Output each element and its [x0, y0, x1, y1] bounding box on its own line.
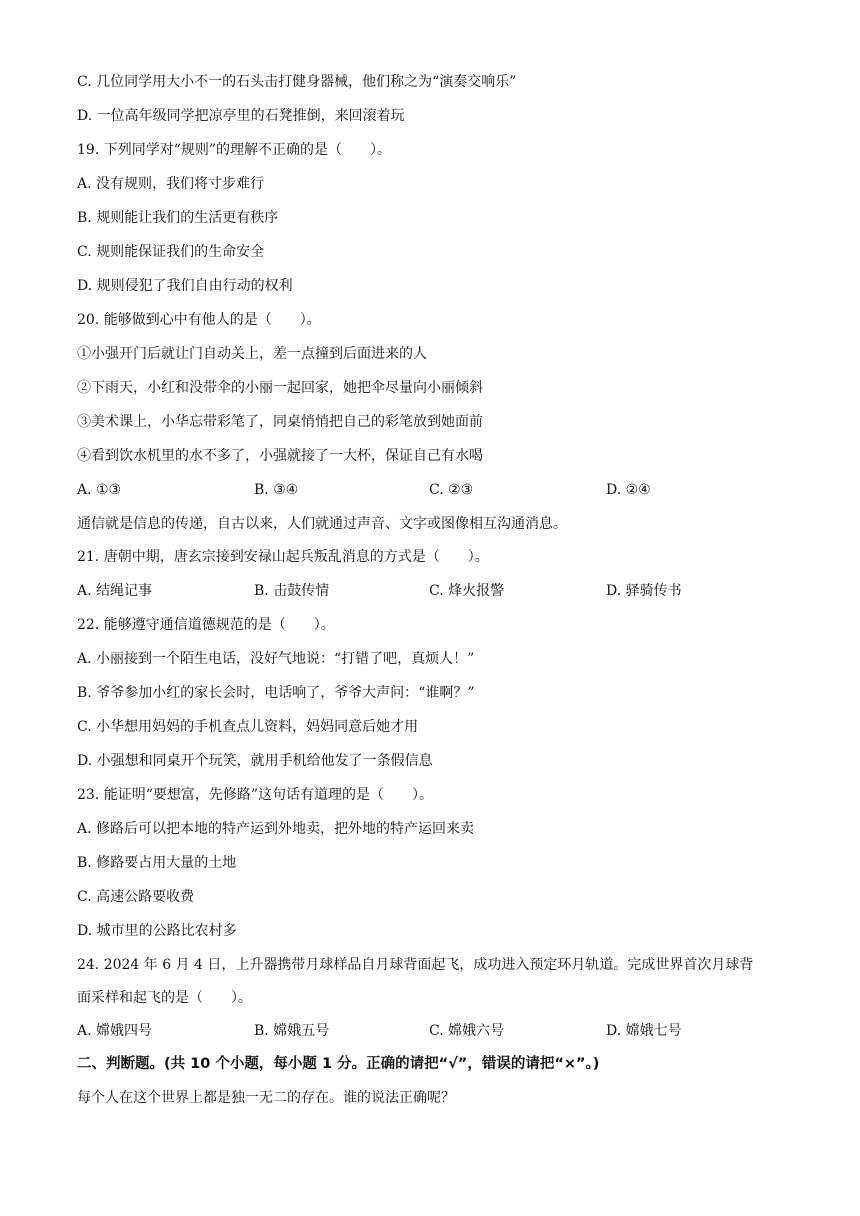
section-2-intro: 每个人在这个世界上都是独一无二的存在。谁的说法正确呢？ — [77, 1090, 455, 1106]
q20-statement-3: ③美术课上，小华忘带彩笔了，同桌悄悄把自己的彩笔放到她面前 — [77, 414, 483, 430]
q21-option-a: A. 结绳记事 — [77, 583, 153, 599]
q22-option-a: A. 小丽接到一个陌生电话，没好气地说：“打错了吧，真烦人！” — [77, 651, 475, 667]
q20-option-a: A. ①③ — [77, 482, 122, 498]
q20-statement-2: ②下雨天，小红和没带伞的小丽一起回家，她把伞尽量向小丽倾斜 — [77, 380, 483, 396]
q20-option-d: D. ②④ — [606, 482, 651, 498]
question-22: 22. 能够遵守通信道德规范的是（ ）。 — [77, 617, 335, 633]
q20-option-c: C. ②③ — [429, 482, 474, 498]
question-23: 23. 能证明“要想富，先修路”这句话有道理的是（ ）。 — [77, 787, 434, 803]
q20-statement-4: ④看到饮水机里的水不多了，小强就接了一大杯，保证自己有水喝 — [77, 448, 483, 464]
question-19: 19. 下列同学对“规则”的理解不正确的是（ ）。 — [77, 142, 392, 158]
q19-option-d: D. 规则侵犯了我们自由行动的权利 — [77, 278, 293, 294]
q23-option-b: B. 修路要占用大量的土地 — [77, 855, 237, 871]
q24-option-b: B. 嫦娥五号 — [254, 1023, 330, 1039]
q24-option-a: A. 嫦娥四号 — [77, 1023, 153, 1039]
q19-option-b: B. 规则能让我们的生活更有秩序 — [77, 210, 279, 226]
q21-option-d: D. 驿骑传书 — [606, 583, 682, 599]
q23-option-d: D. 城市里的公路比农村多 — [77, 923, 237, 939]
q22-option-d: D. 小强想和同桌开个玩笑，就用手机给他发了一条假信息 — [77, 753, 433, 769]
section-2-heading: 二、判断题。(共 10 个小题，每小题 1 分。正确的请把“√”，错误的请把“×”。) — [77, 1056, 600, 1072]
q20-option-b: B. ③④ — [254, 482, 299, 498]
q19-option-c: C. 规则能保证我们的生命安全 — [77, 244, 265, 260]
question-20: 20. 能够做到心中有他人的是（ ）。 — [77, 312, 321, 328]
q23-option-c: C. 高速公路要收费 — [77, 889, 195, 905]
q24-option-c: C. 嫦娥六号 — [429, 1023, 505, 1039]
question-24-line-2: 面采样和起飞的是（ ）。 — [77, 990, 252, 1006]
q19-option-a: A. 没有规则，我们将寸步难行 — [77, 176, 265, 192]
q21-option-c: C. 烽火报警 — [429, 583, 505, 599]
q18-option-d: D. 一位高年级同学把凉亭里的石凳推倒，来回滚着玩 — [77, 108, 405, 124]
q20-statement-1: ①小强开门后就让门自动关上，差一点撞到后面进来的人 — [77, 346, 427, 362]
q24-option-d: D. 嫦娥七号 — [606, 1023, 682, 1039]
q22-option-b: B. 爷爷参加小红的家长会时，电话响了，爷爷大声问：“谁啊？” — [77, 685, 475, 701]
q18-option-c: C. 几位同学用大小不一的石头击打健身器械，他们称之为“演奏交响乐” — [77, 74, 517, 90]
question-21: 21. 唐朝中期，唐玄宗接到安禄山起兵叛乱消息的方式是（ ）。 — [77, 549, 489, 565]
communication-intro: 通信就是信息的传递，自古以来，人们就通过声音、文字或图像相互沟通消息。 — [77, 516, 567, 532]
question-24-line-1: 24. 2024 年 6 月 4 日，上升器携带月球样品自月球背面起飞，成功进入预定环月轨道。完成世界首次月球背 — [77, 957, 754, 973]
q22-option-c: C. 小华想用妈妈的手机查点儿资料，妈妈同意后她才用 — [77, 719, 419, 735]
q23-option-a: A. 修路后可以把本地的特产运到外地卖，把外地的特产运回来卖 — [77, 821, 475, 837]
q21-option-b: B. 击鼓传情 — [254, 583, 330, 599]
